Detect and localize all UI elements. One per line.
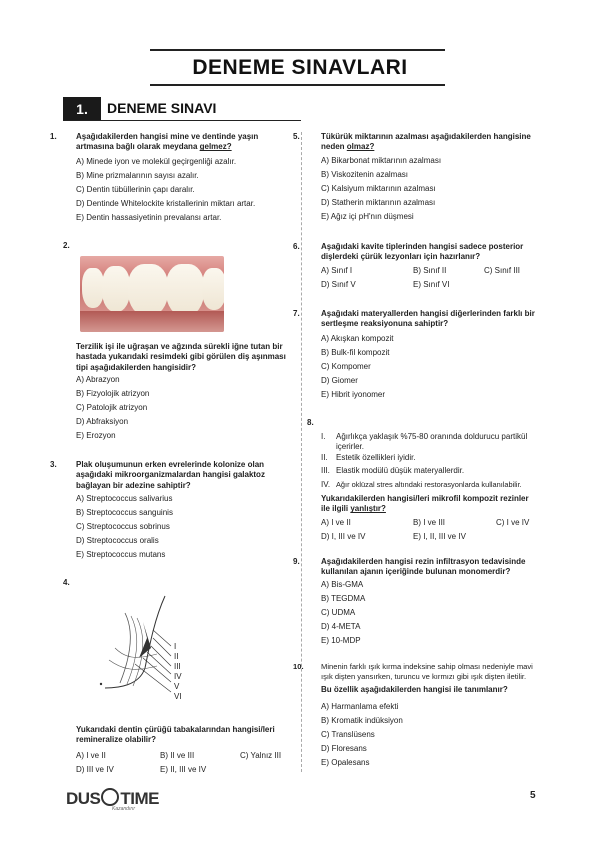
question-1 xyxy=(50,132,293,153)
option-a[interactable]: A) Abrazyon xyxy=(76,375,120,384)
statement-text: Ağırlıkça yaklaşık %75-80 oranında doldurucu partikül içerirler. xyxy=(336,432,528,451)
header-rule-bottom xyxy=(150,84,445,86)
option-e[interactable]: E) Hibrit iyonomer xyxy=(321,390,386,399)
question-text: Yukarıdakilerden hangisi/leri mikrofil kompozit rezinler ile ilgili xyxy=(321,494,529,514)
page-number: 5 xyxy=(530,790,536,801)
option-e[interactable]: E) I, II, III ve IV xyxy=(413,532,466,541)
statement-number: II. xyxy=(321,453,328,462)
question-4-number: 4. xyxy=(63,578,70,587)
layer-label-3: III xyxy=(174,662,181,671)
option-e[interactable]: E) Opalesans xyxy=(321,758,370,767)
option-a[interactable]: A) Bis-GMA xyxy=(321,580,364,589)
option-a[interactable]: A) Sınıf I xyxy=(321,266,353,275)
option-d[interactable]: D) Streptococcus oralis xyxy=(76,536,159,545)
option-c[interactable]: C) Kompomer xyxy=(321,362,371,371)
option-b[interactable]: B) Streptococcus sanguinis xyxy=(76,508,173,517)
option-e[interactable]: E) Sınıf VI xyxy=(413,280,450,289)
option-b[interactable]: B) Kromatik indüksiyon xyxy=(321,716,403,725)
option-c[interactable]: C) Patolojik atrizyon xyxy=(76,403,148,412)
option-d[interactable]: D) Sınıf V xyxy=(321,280,356,289)
logo-text-dus: DUS xyxy=(66,789,101,808)
option-d[interactable]: D) I, III ve IV xyxy=(321,532,366,541)
question-text: Aşağıdakilerden hangisi mine ve dentinde yaşın artmasına bağlı olarak meydana xyxy=(76,132,259,152)
question-5 xyxy=(293,132,537,153)
option-c[interactable]: C) Translüsens xyxy=(321,730,375,739)
question-6 xyxy=(293,242,537,263)
option-c[interactable]: C) Dentin tübüllerinin çapı daralır. xyxy=(76,185,195,194)
layer-label-1: I xyxy=(174,642,177,651)
option-c[interactable]: C) Yalnız III xyxy=(240,751,282,760)
option-a[interactable]: A) I ve II xyxy=(76,751,106,760)
logo-tagline: Kazandırır xyxy=(112,806,136,812)
question-number: 5. xyxy=(293,132,300,141)
question-text: Tükürük miktarının azalması aşağıdakilerden hangisine neden xyxy=(321,132,531,152)
option-d[interactable]: D) Floresans xyxy=(321,744,367,753)
option-d[interactable]: D) Giomer xyxy=(321,376,358,385)
option-c[interactable]: C) UDMA xyxy=(321,608,356,617)
option-e[interactable]: E) Dentin hassasiyetinin prevalansı artar. xyxy=(76,213,222,222)
question-number: 7. xyxy=(293,309,300,318)
question-text: Aşağıdaki kavite tiplerinden hangisi sadece posterior dişlerdeki çürük lezyonları için hazırlanır? xyxy=(321,242,524,262)
option-e[interactable]: E) Erozyon xyxy=(76,431,116,440)
page-title: DENEME SINAVLARI xyxy=(192,56,408,79)
option-b[interactable]: B) Sınıf II xyxy=(413,266,447,275)
teeth-photo xyxy=(80,256,224,332)
question-text: Aşağıdaki materyallerden hangisi diğerlerinden farklı bir sertleşme reaksiyonuna sahiptir? xyxy=(321,309,535,329)
question-2-number: 2. xyxy=(63,241,70,250)
statement-number: III. xyxy=(321,466,330,475)
question-2-text: Terzilik işi ile uğraşan ve ağzında sürekli iğne tutan bir hastada yukarıdaki resimdeki gibi görülen diş aşınması tipi aşağıdakilerden hangisidir? xyxy=(76,342,286,372)
layer-label-4: IV xyxy=(174,672,182,681)
option-b[interactable]: B) Mine prizmalarının sayısı azalır. xyxy=(76,171,199,180)
option-a[interactable]: A) Streptococcus salivarius xyxy=(76,494,173,503)
layer-label-5: V xyxy=(174,682,180,691)
header-rule-top xyxy=(150,49,445,51)
layer-label-6: VI xyxy=(174,692,182,701)
question-number: 1. xyxy=(50,132,57,141)
option-a[interactable]: A) Akışkan kompozit xyxy=(321,334,394,343)
question-4-text: Yukarıdaki dentin çürüğü tabakalarından hangisi/leri remineralize olabilir? xyxy=(76,725,275,745)
option-e[interactable]: E) Streptococcus mutans xyxy=(76,550,166,559)
option-d[interactable]: D) III ve IV xyxy=(76,765,114,774)
column-divider xyxy=(301,132,302,772)
section-header xyxy=(63,97,301,121)
tooth-icon xyxy=(101,788,119,806)
option-c[interactable]: C) Kalsiyum miktarının azalması xyxy=(321,184,436,193)
question-10-text: Bu özellik aşağıdakilerden hangisi ile tanımlanır? xyxy=(321,685,508,694)
question-text: Plak oluşumunun erken evrelerinde kolonize olan aşağıdaki mikroorganizmalardan hangisi galaktoz bağlayan bir adezine sahiptir? xyxy=(76,460,265,490)
statement-text: Elastik modülü düşük materyallerdir. xyxy=(336,466,465,475)
option-b[interactable]: B) TEGDMA xyxy=(321,594,366,603)
question-3 xyxy=(50,460,293,491)
question-8-text xyxy=(321,494,535,515)
question-9 xyxy=(293,557,537,578)
question-8-number: 8. xyxy=(307,418,314,427)
question-7 xyxy=(293,309,537,330)
statement-number: I. xyxy=(321,432,326,441)
option-d[interactable]: D) Statherin miktarının azalması xyxy=(321,198,436,207)
section-number: 1. xyxy=(63,97,101,121)
option-b[interactable]: B) II ve III xyxy=(160,751,195,760)
option-d[interactable]: D) Dentinde Whitelockite kristallerinin miktarı artar. xyxy=(76,199,256,208)
option-e[interactable]: E) Ağız içi pH'nın düşmesi xyxy=(321,212,414,221)
option-d[interactable]: D) 4-META xyxy=(321,622,361,631)
option-a[interactable]: A) Bikarbonat miktarının azalması xyxy=(321,156,442,165)
question-number: 6. xyxy=(293,242,300,251)
option-b[interactable]: B) Viskozitenin azalması xyxy=(321,170,408,179)
question-10 xyxy=(293,662,539,682)
option-a[interactable]: A) Minede iyon ve molekül geçirgenliği azalır. xyxy=(76,157,237,166)
question-emphasis: gelmez? xyxy=(199,142,232,152)
logo-text-time: TIME xyxy=(120,789,160,808)
question-text: Aşağıdakilerden hangisi rezin infiltrasyon tedavisinde kullanılan ajanın içeriğinde bulunan monomerdir? xyxy=(321,557,526,577)
option-d[interactable]: D) Abfraksiyon xyxy=(76,417,129,426)
option-c[interactable]: C) Streptococcus sobrinus xyxy=(76,522,170,531)
option-c[interactable]: C) I ve IV xyxy=(496,518,530,527)
option-b[interactable]: B) I ve III xyxy=(413,518,446,527)
statement-text: Estetik özellikleri iyidir. xyxy=(336,453,416,462)
question-number: 3. xyxy=(50,460,57,469)
option-e[interactable]: E) 10-MDP xyxy=(321,636,361,645)
option-a[interactable]: A) I ve II xyxy=(321,518,351,527)
statement-number: IV. xyxy=(321,480,331,489)
question-emphasis: yanlıştır? xyxy=(350,504,386,514)
question-emphasis: olmaz? xyxy=(346,142,375,152)
question-intro: Minenin farklı ışık kırma indeksine sahip olması nedeniyle mavi ışık dişten yansırken, turuncu ve kırmızı gibi ışık dişten iletilir. xyxy=(321,662,533,681)
option-c[interactable]: C) Sınıf III xyxy=(484,266,521,275)
option-b[interactable]: B) Bulk-fil kompozit xyxy=(321,348,390,357)
layer-label-2: II xyxy=(174,652,179,661)
question-number: 9. xyxy=(293,557,300,566)
option-a[interactable]: A) Harmanlama efekti xyxy=(321,702,399,711)
statement-text: Ağır oklüzal stres altındaki restorasyonlarda kullanılabilir. xyxy=(336,480,522,489)
section-underline xyxy=(63,120,301,121)
option-b[interactable]: B) Fizyolojik atrizyon xyxy=(76,389,150,398)
section-title: DENEME SINAVI xyxy=(107,100,217,116)
option-e[interactable]: E) II, III ve IV xyxy=(160,765,207,774)
question-number: 10. xyxy=(293,662,304,671)
dentin-caries-diagram xyxy=(95,588,205,698)
